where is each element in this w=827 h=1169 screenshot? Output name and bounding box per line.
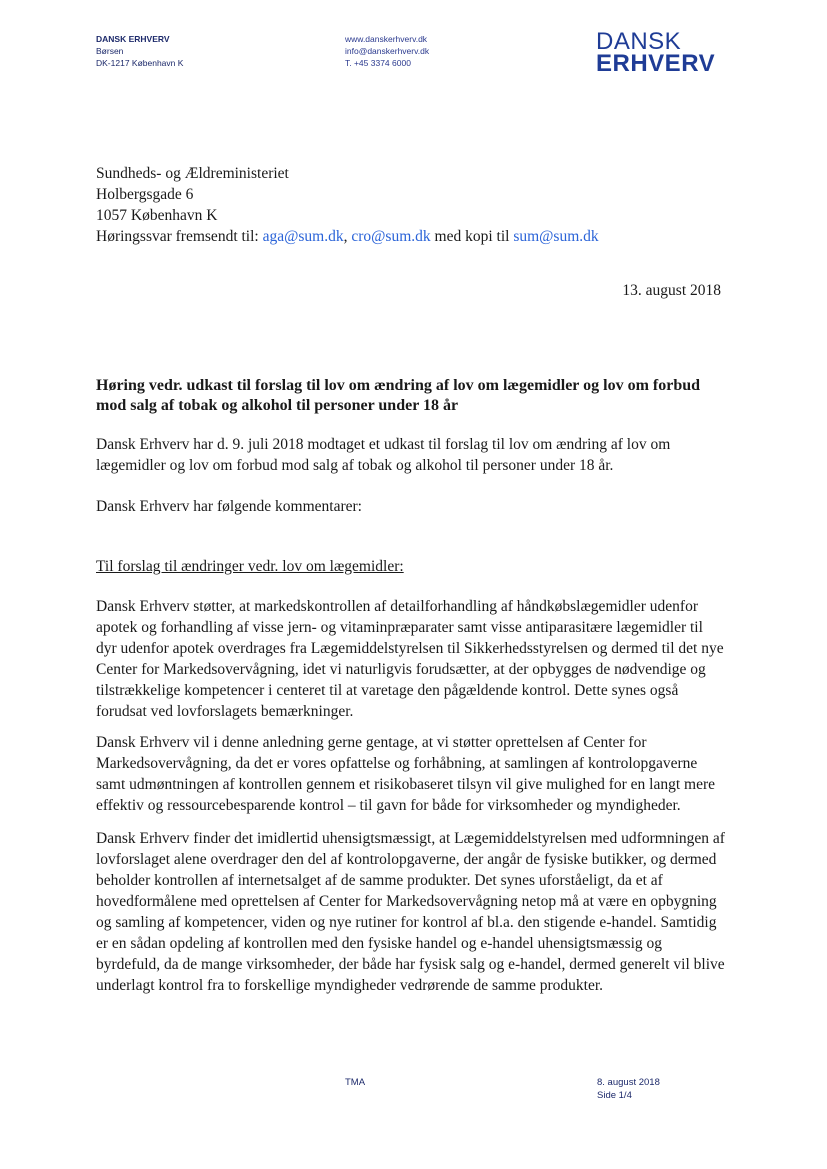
sender-name: DANSK ERHVERV [96, 34, 170, 44]
footer-date: 8. august 2018 [597, 1077, 660, 1088]
footer-initials: TMA [345, 1077, 366, 1088]
sender-building: Børsen [96, 46, 124, 56]
email-separator: , [343, 228, 352, 245]
contact-email[interactable]: info@danskerhverv.dk [345, 46, 430, 56]
email-link-sum[interactable]: sum@sum.dk [513, 228, 599, 245]
sender-address [96, 33, 183, 69]
section-heading-wrap [96, 556, 726, 577]
letter-date: 13. august 2018 [622, 282, 721, 299]
recipient-ministry: Sundheds- og Ældreministeriet [96, 165, 289, 182]
paragraph-1: Dansk Erhverv støtter, at markedskontrollen af detailforhandling af håndkøbslægemidler udenfor apotek og forhandling af visse jern- og vitaminpræparater samt visse antiparasitære lægemidler til dyr udenfor apotek overdrages fra Lægemiddelstyrelsen til Sikkerhedsstyrelsen og dermed til det nye Center for Markedsovervågning, idet vi naturligvis forudsætter, at der opbygges de nødvendige og tilstrækkelige kompetencer i centeret til at varetage den pågældende kontrol. Dette synes også forudsat ved lovforslagets bemærkninger. [96, 598, 724, 720]
contact-info [345, 33, 429, 69]
recipient-postal: 1057 København K [96, 207, 218, 224]
email-link-cro[interactable]: cro@sum.dk [351, 228, 431, 245]
paragraph-3: Dansk Erhverv finder det imidlertid uhensigtsmæssigt, at Lægemiddelstyrelsen med udformningen af lovforslaget alene overdrager den del af kontrolopgaverne, der angår de fysiske butikker, og dermed beholder kontrollen af internetsalget af de samme produkter. Det synes uforståeligt, da et af hovedformålene med oprettelsen af Center for Markedsovervågning netop må at være en opbygning og samling af kompetencer, viden og nye rutiner for kontrol af bl.a. den stigende e-handel. Samtidig er en sådan opdeling af kontrollen med den fysiske handel og e-handel uhensigtsmæssig og byrdefuld, da de mange virksomheder, der både har fysisk salg og e-handel, dermed generelt vil blive underlagt kontrol fra to forskellige myndigheder vedrørende de samme produkter. [96, 830, 725, 994]
submission-prefix: Høringssvar fremsendt til: [96, 228, 263, 245]
contact-phone: T. +45 3374 6000 [345, 58, 411, 68]
dansk-erhverv-logo [596, 28, 716, 77]
comments-paragraph: Dansk Erhverv har følgende kommentarer: [96, 498, 362, 515]
submission-line [96, 226, 599, 247]
intro-paragraph: Dansk Erhverv har d. 9. juli 2018 modtaget et udkast til forslag til lov om ændring af lov om lægemidler og lov om forbud mod salg af tobak og alkohol til personer under 18 år. [96, 436, 671, 474]
email-link-aga[interactable]: aga@sum.dk [262, 228, 344, 245]
letter-title: Høring vedr. udkast til forslag til lov om ændring af lov om lægemidler og lov om forbud mod salg af tobak og alkohol til personer under 18 år [96, 377, 701, 414]
logo-line-1: DANSK [596, 28, 682, 55]
sender-postal: DK-1217 København K [96, 58, 184, 68]
paragraph-2: Dansk Erhverv vil i denne anledning gerne gentage, at vi støtter oprettelsen af Center for Markedsovervågning, da det er vores opfattelse og forhåbning, at samlingen af kontrolopgaverne samt udmøntningen af kontrollen gennem et risikobaseret tilsyn vil give mulighed for en langt mere effektiv og ressourcebesparende kontrol – til gavn for både for virksomheder og myndigheder. [96, 734, 715, 814]
recipient-street: Holbergsgade 6 [96, 186, 194, 203]
copy-text: med kopi til [430, 228, 514, 245]
recipient-address [96, 163, 599, 247]
logo-line-2: ERHVERV [596, 50, 716, 77]
section-heading: Til forslag til ændringer vedr. lov om lægemidler: [96, 558, 404, 575]
footer-meta [597, 1076, 660, 1102]
contact-web[interactable]: www.danskerhverv.dk [345, 34, 428, 44]
page-number: Side 1/4 [597, 1090, 632, 1101]
